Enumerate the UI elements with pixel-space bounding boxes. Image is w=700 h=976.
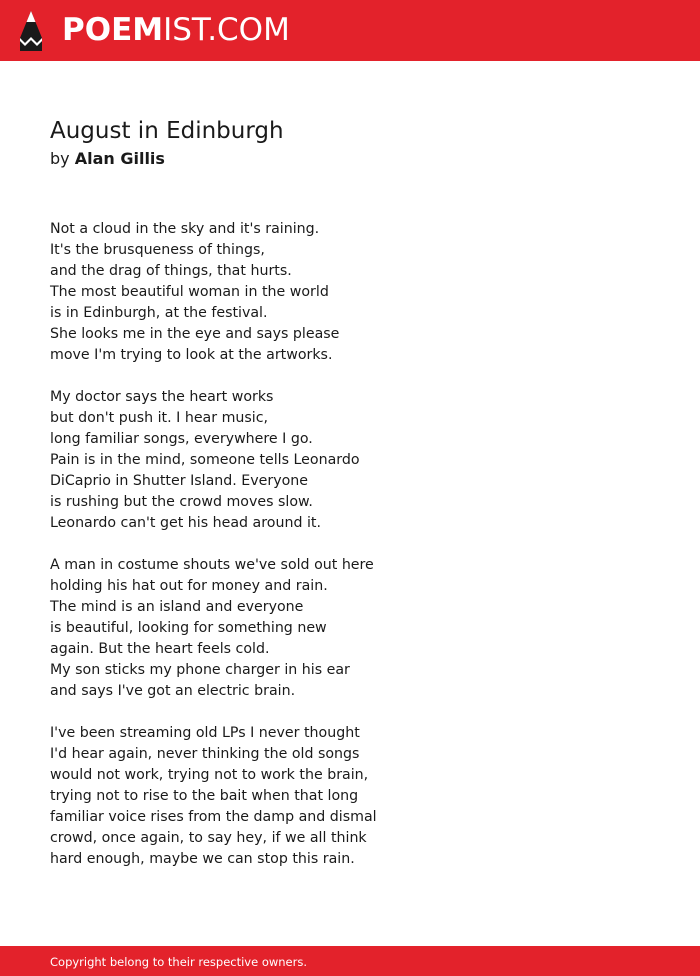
poem-line: long familiar songs, everywhere I go. <box>50 431 313 447</box>
poem-line: move I'm trying to look at the artworks. <box>50 347 333 363</box>
brand-name-bold: POEM <box>62 12 164 48</box>
stanza <box>50 387 450 534</box>
site-header <box>0 0 700 61</box>
stanza <box>50 723 450 870</box>
poem-line: but don't push it. I hear music, <box>50 410 269 426</box>
poem-title: August in Edinburgh <box>50 118 284 144</box>
poem-line: Leonardo can't get his head around it. <box>50 515 321 531</box>
author-name[interactable]: Alan Gillis <box>74 149 165 168</box>
poem-line: My son sticks my phone charger in his ear <box>50 662 350 678</box>
brand-name-light: IST.COM <box>163 12 290 48</box>
poem-line: Not a cloud in the sky and it's raining. <box>50 221 320 237</box>
site-footer <box>0 946 700 976</box>
site-logo[interactable] <box>62 12 290 48</box>
poem-line: The mind is an island and everyone <box>50 599 304 615</box>
poem-line: I'd hear again, never thinking the old songs <box>50 746 360 762</box>
pencil-icon[interactable] <box>18 10 44 52</box>
poem-line: hard enough, maybe we can stop this rain. <box>50 851 355 867</box>
poem-line: is in Edinburgh, at the festival. <box>50 305 268 321</box>
poem-line: familiar voice rises from the damp and dismal <box>50 809 377 825</box>
poem-body <box>50 219 450 891</box>
poem-line: crowd, once again, to say hey, if we all think <box>50 830 367 846</box>
poem-line: and says I've got an electric brain. <box>50 683 296 699</box>
poem-line: DiCaprio in Shutter Island. Everyone <box>50 473 309 489</box>
copyright-notice: Copyright belong to their respective owners. <box>50 955 308 969</box>
poem-line: I've been streaming old LPs I never thought <box>50 725 360 741</box>
poem-line: A man in costume shouts we've sold out here <box>50 557 374 573</box>
poem-line: is beautiful, looking for something new <box>50 620 327 636</box>
poem-line: My doctor says the heart works <box>50 389 274 405</box>
poem-line: is rushing but the crowd moves slow. <box>50 494 313 510</box>
byline <box>50 148 165 170</box>
by-label: by <box>50 149 70 168</box>
poem-line: holding his hat out for money and rain. <box>50 578 328 594</box>
poem-line: She looks me in the eye and says please <box>50 326 340 342</box>
poem-line: It's the brusqueness of things, <box>50 242 265 258</box>
stanza <box>50 555 450 702</box>
poem-line: again. But the heart feels cold. <box>50 641 270 657</box>
stanza <box>50 219 450 366</box>
poem-line: trying not to rise to the bait when that long <box>50 788 359 804</box>
poem-line: The most beautiful woman in the world <box>50 284 329 300</box>
poem-line: would not work, trying not to work the brain, <box>50 767 369 783</box>
poem-line: Pain is in the mind, someone tells Leonardo <box>50 452 360 468</box>
poem-line: and the drag of things, that hurts. <box>50 263 292 279</box>
